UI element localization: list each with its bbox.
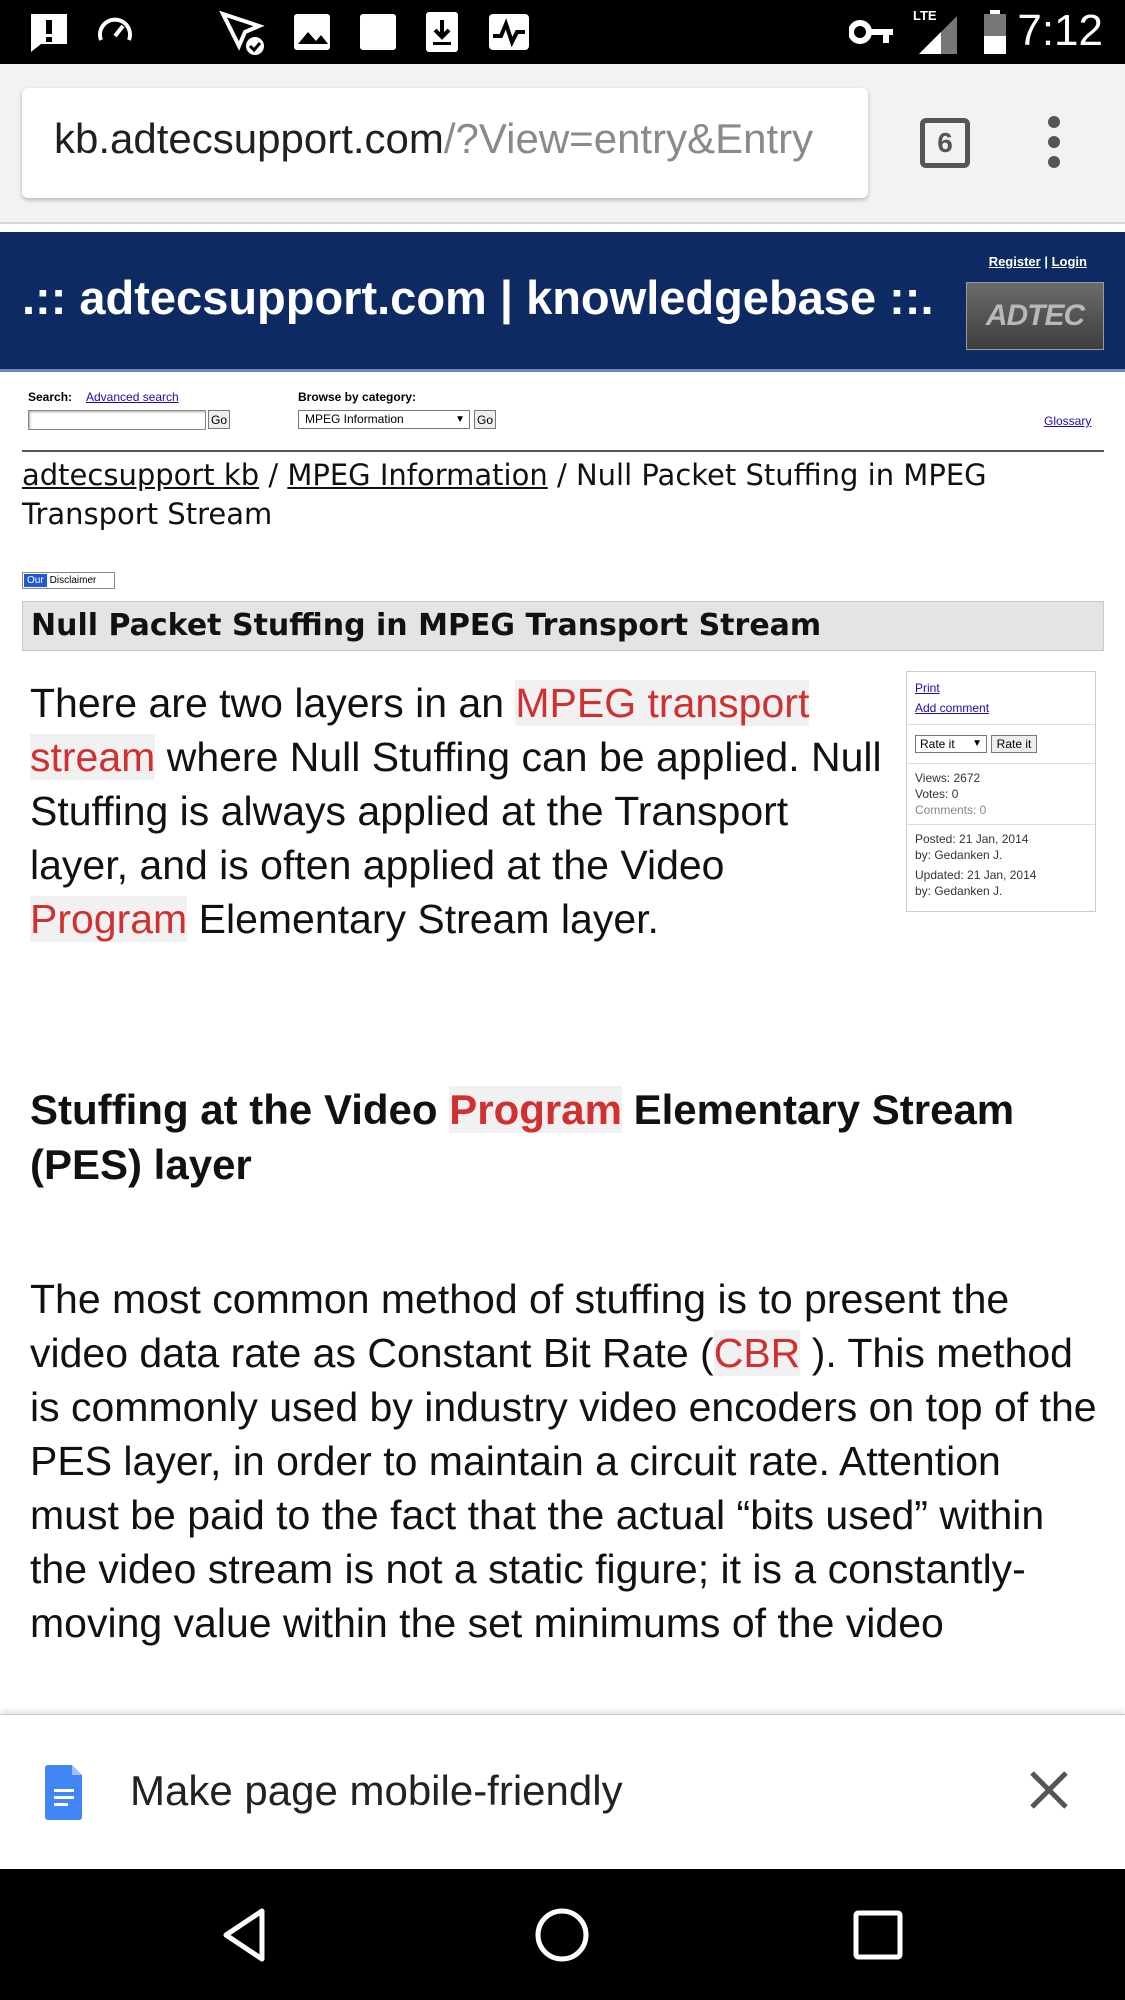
status-bar — [0, 0, 1125, 64]
login-link[interactable]: Login — [1051, 254, 1087, 269]
glossary-term-program-heading[interactable]: Program — [449, 1086, 622, 1133]
breadcrumb: adtecsupport kb / MPEG Information / Null Packet Stuffing in MPEG Transport Stream — [22, 458, 987, 531]
link-separator: | — [1044, 254, 1048, 269]
tab-switcher-button[interactable]: 6 — [920, 118, 970, 168]
updated-by: by: Gedanken J. — [915, 884, 1003, 898]
add-comment-link[interactable]: Add comment — [915, 701, 990, 715]
article-paragraph-1: There are two layers in an MPEG transport stream where Null Stuffing can be applied. Null Stuffing is always applied at the Transport layer, and is often applied at the Video Program Elementary Stream layer. — [30, 680, 882, 942]
entry-info-box — [906, 671, 1096, 912]
browse-category-label: Browse by category: — [298, 390, 417, 404]
breadcrumb-current: Null Packet Stuffing in MPEG Transport Stream — [22, 458, 987, 531]
breadcrumb-root-link[interactable]: adtecsupport kb — [22, 458, 260, 492]
data-saver-icon — [92, 8, 138, 56]
close-icon[interactable] — [1024, 1765, 1074, 1815]
home-icon[interactable] — [530, 1903, 594, 1967]
adtec-logo: ADTEC — [966, 282, 1104, 350]
address-bar[interactable] — [22, 88, 868, 198]
updated-date: Updated: 21 Jan, 2014 — [915, 868, 1037, 882]
entry-title: Null Packet Stuffing in MPEG Transport Stream — [22, 601, 1104, 651]
rating-select[interactable]: Rate it ▼ — [915, 735, 987, 753]
account-links — [989, 254, 1087, 269]
rate-it-button[interactable]: Rate it — [991, 735, 1037, 753]
glossary-link[interactable]: Glossary — [1044, 414, 1092, 428]
posted-date: Posted: 21 Jan, 2014 — [915, 832, 1029, 846]
advanced-search-link[interactable]: Advanced search — [86, 390, 179, 404]
comments-count: Comments: 0 — [915, 803, 987, 817]
register-link[interactable]: Register — [988, 254, 1041, 269]
location-icon — [218, 8, 268, 56]
disclaimer-button[interactable]: Our Disclaimer — [22, 572, 115, 589]
views-count: Views: 2672 — [915, 771, 981, 785]
breadcrumb-category-link[interactable]: MPEG Information — [287, 458, 548, 492]
system-nav-bar — [0, 1869, 1125, 2000]
section-heading: Stuffing at the Video Program Elementary Stream (PES) layer — [30, 1086, 1015, 1188]
document-icon — [44, 1763, 84, 1821]
glossary-term-cbr[interactable]: CBR — [713, 1330, 801, 1376]
glossary-term-program[interactable]: Program — [30, 896, 188, 942]
site-title: .:: adtecsupport.com | knowledgebase ::. — [22, 271, 934, 324]
back-icon[interactable] — [214, 1903, 278, 1967]
votes-count: Votes: 0 — [915, 787, 959, 801]
notification-alert-icon — [26, 8, 72, 56]
battery-icon — [980, 8, 1010, 56]
browser-toolbar — [0, 64, 1125, 224]
site-header — [0, 232, 1125, 372]
posted-by: by: Gedanken J. — [915, 848, 1003, 862]
image-icon — [290, 8, 334, 56]
status-time: 7:12 — [1017, 6, 1103, 55]
glossary-term-mpeg-ts[interactable]: MPEG transport stream — [30, 680, 810, 780]
header-divider — [22, 450, 1104, 452]
search-input[interactable] — [28, 410, 206, 430]
category-select[interactable]: MPEG Information ▼ — [298, 410, 470, 429]
url-text[interactable]: kb.adtecsupport.com/?View=entry&Entry — [54, 115, 814, 162]
article-paragraph-2: The most common method of stuffing is to present the video data rate as Constant Bit Rate (CBR ). This method is commonly used by industry video encoders on top of the PES layer, in order to maintain a circuit rate. Attention must be paid to the fact that the actual “bits used” within the video stream is not a static figure; it is a constantly-moving value within the set minimums of the video — [30, 1276, 1097, 1646]
lte-signal-icon — [910, 8, 962, 56]
blank-notification-icon — [356, 8, 400, 56]
search-bar-row — [0, 372, 1125, 452]
search-go-button[interactable]: Go — [208, 410, 230, 429]
vpn-key-icon — [848, 8, 896, 56]
overflow-menu-icon[interactable] — [1044, 116, 1064, 176]
category-go-button[interactable]: Go — [474, 410, 496, 429]
recents-icon[interactable] — [846, 1903, 910, 1967]
download-icon — [420, 8, 464, 56]
search-label: Search: — [28, 390, 73, 404]
print-link[interactable]: Print — [915, 681, 940, 695]
svg-text:LTE: LTE — [913, 8, 937, 23]
banner-text: Make page mobile-friendly — [130, 1767, 623, 1814]
mobile-friendly-banner[interactable] — [0, 1714, 1125, 1869]
activity-icon — [486, 8, 532, 56]
